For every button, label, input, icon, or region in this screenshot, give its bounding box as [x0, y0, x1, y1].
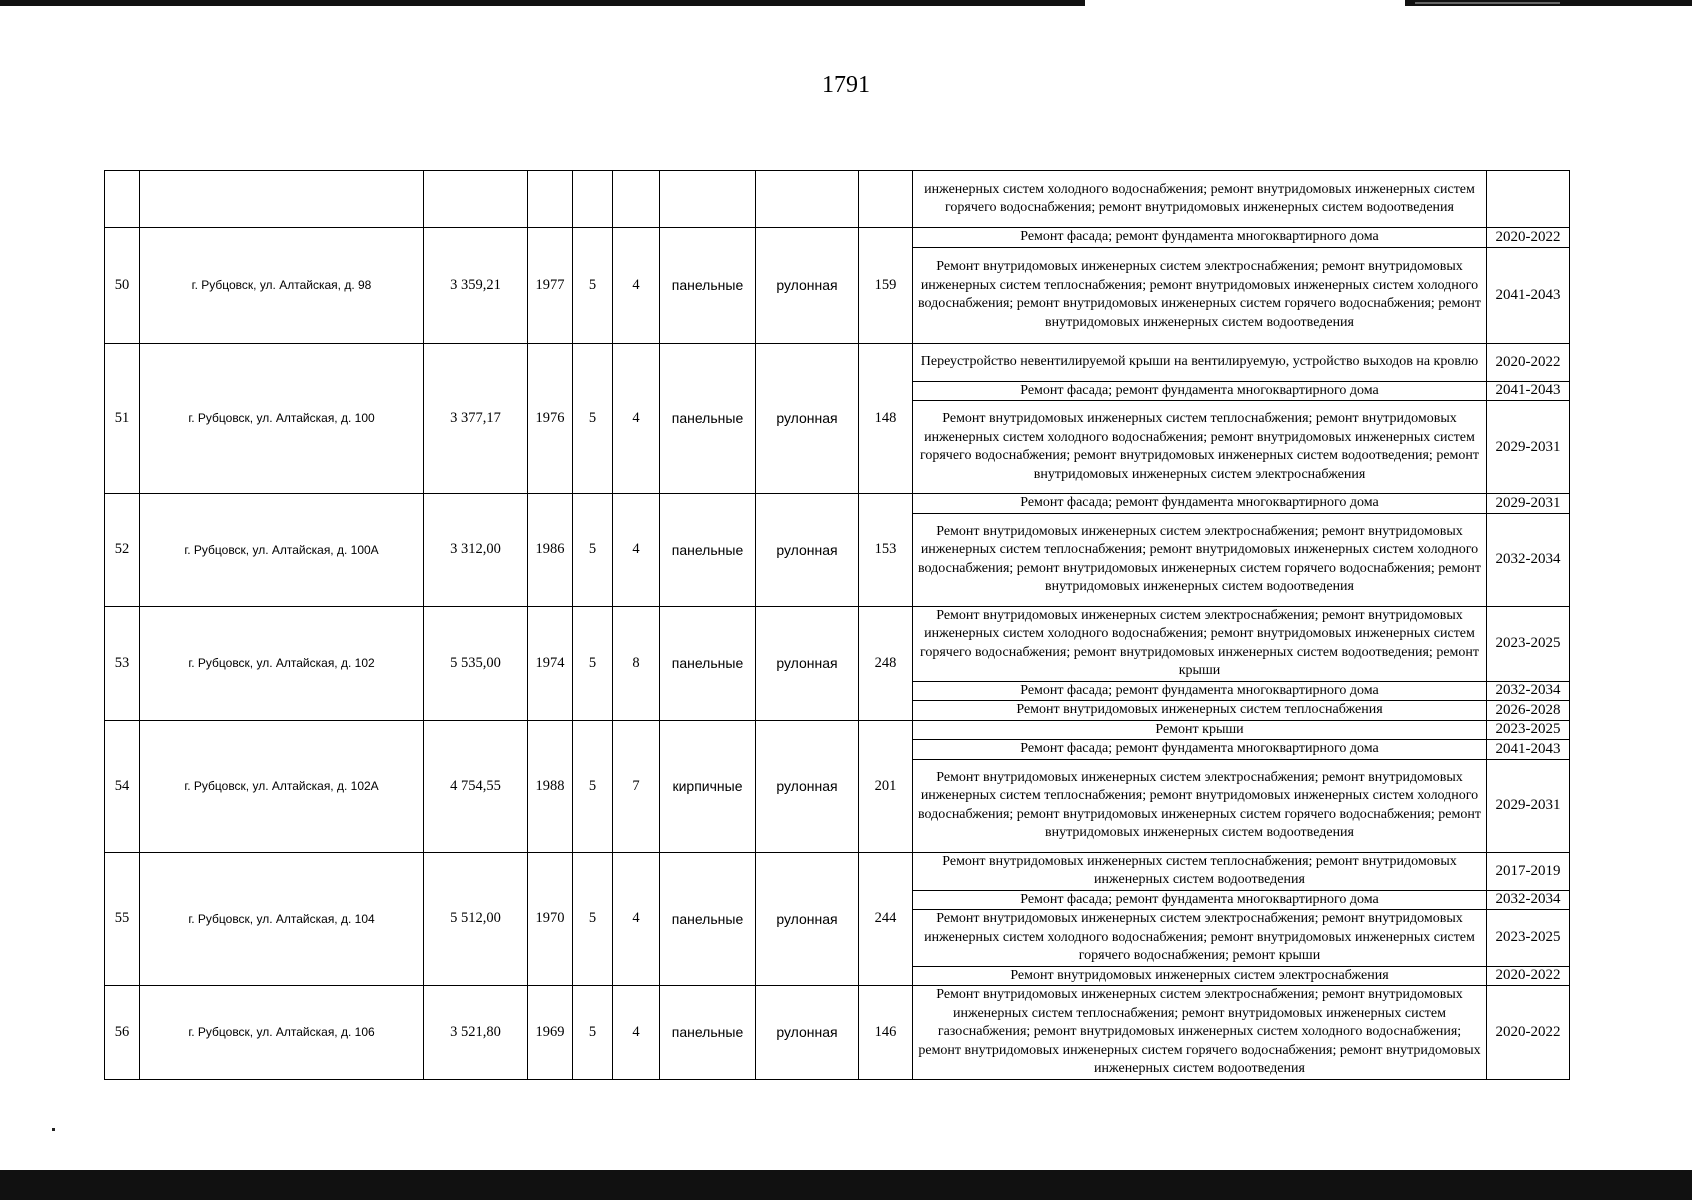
floors-cell: 5	[573, 343, 613, 494]
row-number: 52	[105, 494, 140, 607]
work-period: 2023-2025	[1487, 606, 1570, 681]
roof-type-cell: рулонная	[756, 228, 859, 344]
work-period: 2020-2022	[1487, 986, 1570, 1080]
address-cell: г. Рубцовск, ул. Алтайская, д. 102	[140, 606, 424, 720]
floors-cell: 5	[573, 852, 613, 986]
work-description: Ремонт фасада; ремонт фундамента многоквартирного дома	[913, 494, 1487, 514]
residents-cell: 148	[859, 343, 913, 494]
blank-cell	[756, 171, 859, 228]
table-row	[105, 606, 1570, 681]
work-period: 2032-2034	[1487, 681, 1570, 701]
address-cell: г. Рубцовск, ул. Алтайская, д. 104	[140, 852, 424, 986]
row-number: 55	[105, 852, 140, 986]
blank-cell	[105, 171, 140, 228]
address-cell: г. Рубцовск, ул. Алтайская, д. 102А	[140, 720, 424, 852]
work-period: 2041-2043	[1487, 381, 1570, 401]
floors-cell: 5	[573, 986, 613, 1080]
work-period: 2041-2043	[1487, 740, 1570, 760]
work-period: 2020-2022	[1487, 966, 1570, 986]
wall-material-cell: панельные	[660, 852, 756, 986]
roof-type-cell: рулонная	[756, 986, 859, 1080]
entrances-cell: 4	[613, 343, 660, 494]
residents-cell: 248	[859, 606, 913, 720]
work-period: 2017-2019	[1487, 852, 1570, 890]
work-description: Ремонт внутридомовых инженерных систем теплоснабжения; ремонт внутридомовых инженерных систем водоотведения	[913, 852, 1487, 890]
residents-cell: 146	[859, 986, 913, 1080]
scan-top-thin-line	[1415, 2, 1560, 4]
page-number: 1791	[822, 72, 870, 98]
roof-type-cell: рулонная	[756, 852, 859, 986]
year-cell: 1974	[528, 606, 573, 720]
area-cell: 3 312,00	[424, 494, 528, 607]
row-number: 54	[105, 720, 140, 852]
entrances-cell: 8	[613, 606, 660, 720]
work-description: Ремонт фасада; ремонт фундамента многоквартирного дома	[913, 681, 1487, 701]
floors-cell: 5	[573, 228, 613, 344]
area-cell: 3 359,21	[424, 228, 528, 344]
work-period: 2023-2025	[1487, 910, 1570, 967]
work-period: 2032-2034	[1487, 890, 1570, 910]
table-row	[105, 343, 1570, 381]
row-number: 51	[105, 343, 140, 494]
area-cell: 4 754,55	[424, 720, 528, 852]
work-description: инженерных систем холодного водоснабжения; ремонт внутридомовых инженерных систем горячего водоснабжения; ремонт внутридомовых инженерных систем водоотведения	[913, 171, 1487, 228]
roof-type-cell: рулонная	[756, 343, 859, 494]
floors-cell: 5	[573, 606, 613, 720]
work-description: Ремонт внутридомовых инженерных систем электроснабжения; ремонт внутридомовых инженерных систем теплоснабжения; ремонт внутридомовых инженерных систем газоснабжения; ремонт внутридомовых инженерных систем холодного водоснабжения; ремонт внутридомовых инженерных систем горячего водоснабжения; ремонт внутридомовых инженерных систем водоотведения	[913, 986, 1487, 1080]
blank-cell	[660, 171, 756, 228]
table-row	[105, 228, 1570, 248]
entrances-cell: 4	[613, 228, 660, 344]
residents-cell: 244	[859, 852, 913, 986]
roof-type-cell: рулонная	[756, 606, 859, 720]
work-description: Ремонт фасада; ремонт фундамента многоквартирного дома	[913, 740, 1487, 760]
year-cell: 1988	[528, 720, 573, 852]
work-period: 2023-2025	[1487, 720, 1570, 740]
row-number: 53	[105, 606, 140, 720]
scan-top-gap	[1085, 0, 1405, 6]
address-cell: г. Рубцовск, ул. Алтайская, д. 100	[140, 343, 424, 494]
wall-material-cell: кирпичные	[660, 720, 756, 852]
work-period	[1487, 171, 1570, 228]
work-description: Ремонт внутридомовых инженерных систем электроснабжения; ремонт внутридомовых инженерных систем холодного водоснабжения; ремонт внутридомовых инженерных систем горячего водоснабжения; ремонт внутридомовых инженерных систем водоотведения; ремонт крыши	[913, 606, 1487, 681]
work-period: 2041-2043	[1487, 247, 1570, 343]
residents-cell: 201	[859, 720, 913, 852]
year-cell: 1969	[528, 986, 573, 1080]
floors-cell: 5	[573, 494, 613, 607]
housing-repair-table	[104, 170, 1570, 1080]
work-period: 2020-2022	[1487, 228, 1570, 248]
work-description: Ремонт внутридомовых инженерных систем электроснабжения; ремонт внутридомовых инженерных систем теплоснабжения; ремонт внутридомовых инженерных систем холодного водоснабжения; ремонт внутридомовых инженерных систем горячего водоснабжения; ремонт внутридомовых инженерных систем водоотведения	[913, 247, 1487, 343]
blank-cell	[859, 171, 913, 228]
work-description: Ремонт внутридомовых инженерных систем электроснабжения; ремонт внутридомовых инженерных систем холодного водоснабжения; ремонт внутридомовых инженерных систем горячего водоснабжения; ремонт крыши	[913, 910, 1487, 967]
work-description: Ремонт фасада; ремонт фундамента многоквартирного дома	[913, 381, 1487, 401]
work-description: Ремонт внутридомовых инженерных систем электроснабжения; ремонт внутридомовых инженерных систем теплоснабжения; ремонт внутридомовых инженерных систем холодного водоснабжения; ремонт внутридомовых инженерных систем горячего водоснабжения; ремонт внутридомовых инженерных систем водоотведения	[913, 759, 1487, 852]
area-cell: 3 377,17	[424, 343, 528, 494]
work-description: Ремонт фасада; ремонт фундамента многоквартирного дома	[913, 228, 1487, 248]
table-row	[105, 720, 1570, 740]
work-description: Ремонт внутридомовых инженерных систем электроснабжения	[913, 966, 1487, 986]
work-description: Ремонт внутридомовых инженерных систем теплоснабжения; ремонт внутридомовых инженерных систем холодного водоснабжения; ремонт внутридомовых инженерных систем горячего водоснабжения; ремонт внутридомовых инженерных систем водоотведения; ремонт внутридомовых инженерных систем электроснабжения	[913, 401, 1487, 494]
address-cell: г. Рубцовск, ул. Алтайская, д. 98	[140, 228, 424, 344]
roof-type-cell: рулонная	[756, 494, 859, 607]
scan-bottom-border	[0, 1170, 1692, 1200]
row-number: 56	[105, 986, 140, 1080]
work-description: Ремонт внутридомовых инженерных систем теплоснабжения	[913, 701, 1487, 721]
work-period: 2029-2031	[1487, 494, 1570, 514]
work-period: 2020-2022	[1487, 343, 1570, 381]
area-cell: 3 521,80	[424, 986, 528, 1080]
residents-cell: 159	[859, 228, 913, 344]
wall-material-cell: панельные	[660, 228, 756, 344]
work-description: Ремонт фасада; ремонт фундамента многоквартирного дома	[913, 890, 1487, 910]
year-cell: 1976	[528, 343, 573, 494]
year-cell: 1970	[528, 852, 573, 986]
entrances-cell: 4	[613, 494, 660, 607]
floors-cell: 5	[573, 720, 613, 852]
scan-speck	[52, 1128, 55, 1131]
roof-type-cell: рулонная	[756, 720, 859, 852]
work-description: Переустройство невентилируемой крыши на вентилируемую, устройство выходов на кровлю	[913, 343, 1487, 381]
year-cell: 1986	[528, 494, 573, 607]
work-period: 2029-2031	[1487, 401, 1570, 494]
row-number: 50	[105, 228, 140, 344]
wall-material-cell: панельные	[660, 343, 756, 494]
table-row	[105, 986, 1570, 1080]
work-period: 2026-2028	[1487, 701, 1570, 721]
wall-material-cell: панельные	[660, 494, 756, 607]
address-cell: г. Рубцовск, ул. Алтайская, д. 100А	[140, 494, 424, 607]
blank-cell	[140, 171, 424, 228]
table-row	[105, 852, 1570, 890]
work-description: Ремонт внутридомовых инженерных систем электроснабжения; ремонт внутридомовых инженерных систем теплоснабжения; ремонт внутридомовых инженерных систем холодного водоснабжения; ремонт внутридомовых инженерных систем горячего водоснабжения; ремонт внутридомовых инженерных систем водоотведения	[913, 513, 1487, 606]
work-period: 2032-2034	[1487, 513, 1570, 606]
work-description: Ремонт крыши	[913, 720, 1487, 740]
entrances-cell: 4	[613, 852, 660, 986]
blank-cell	[573, 171, 613, 228]
area-cell: 5 512,00	[424, 852, 528, 986]
continuation-row	[105, 171, 1570, 228]
work-period: 2029-2031	[1487, 759, 1570, 852]
table-row	[105, 494, 1570, 514]
area-cell: 5 535,00	[424, 606, 528, 720]
entrances-cell: 7	[613, 720, 660, 852]
address-cell: г. Рубцовск, ул. Алтайская, д. 106	[140, 986, 424, 1080]
entrances-cell: 4	[613, 986, 660, 1080]
table-body	[105, 171, 1570, 1080]
blank-cell	[613, 171, 660, 228]
blank-cell	[528, 171, 573, 228]
blank-cell	[424, 171, 528, 228]
residents-cell: 153	[859, 494, 913, 607]
wall-material-cell: панельные	[660, 606, 756, 720]
wall-material-cell: панельные	[660, 986, 756, 1080]
year-cell: 1977	[528, 228, 573, 344]
